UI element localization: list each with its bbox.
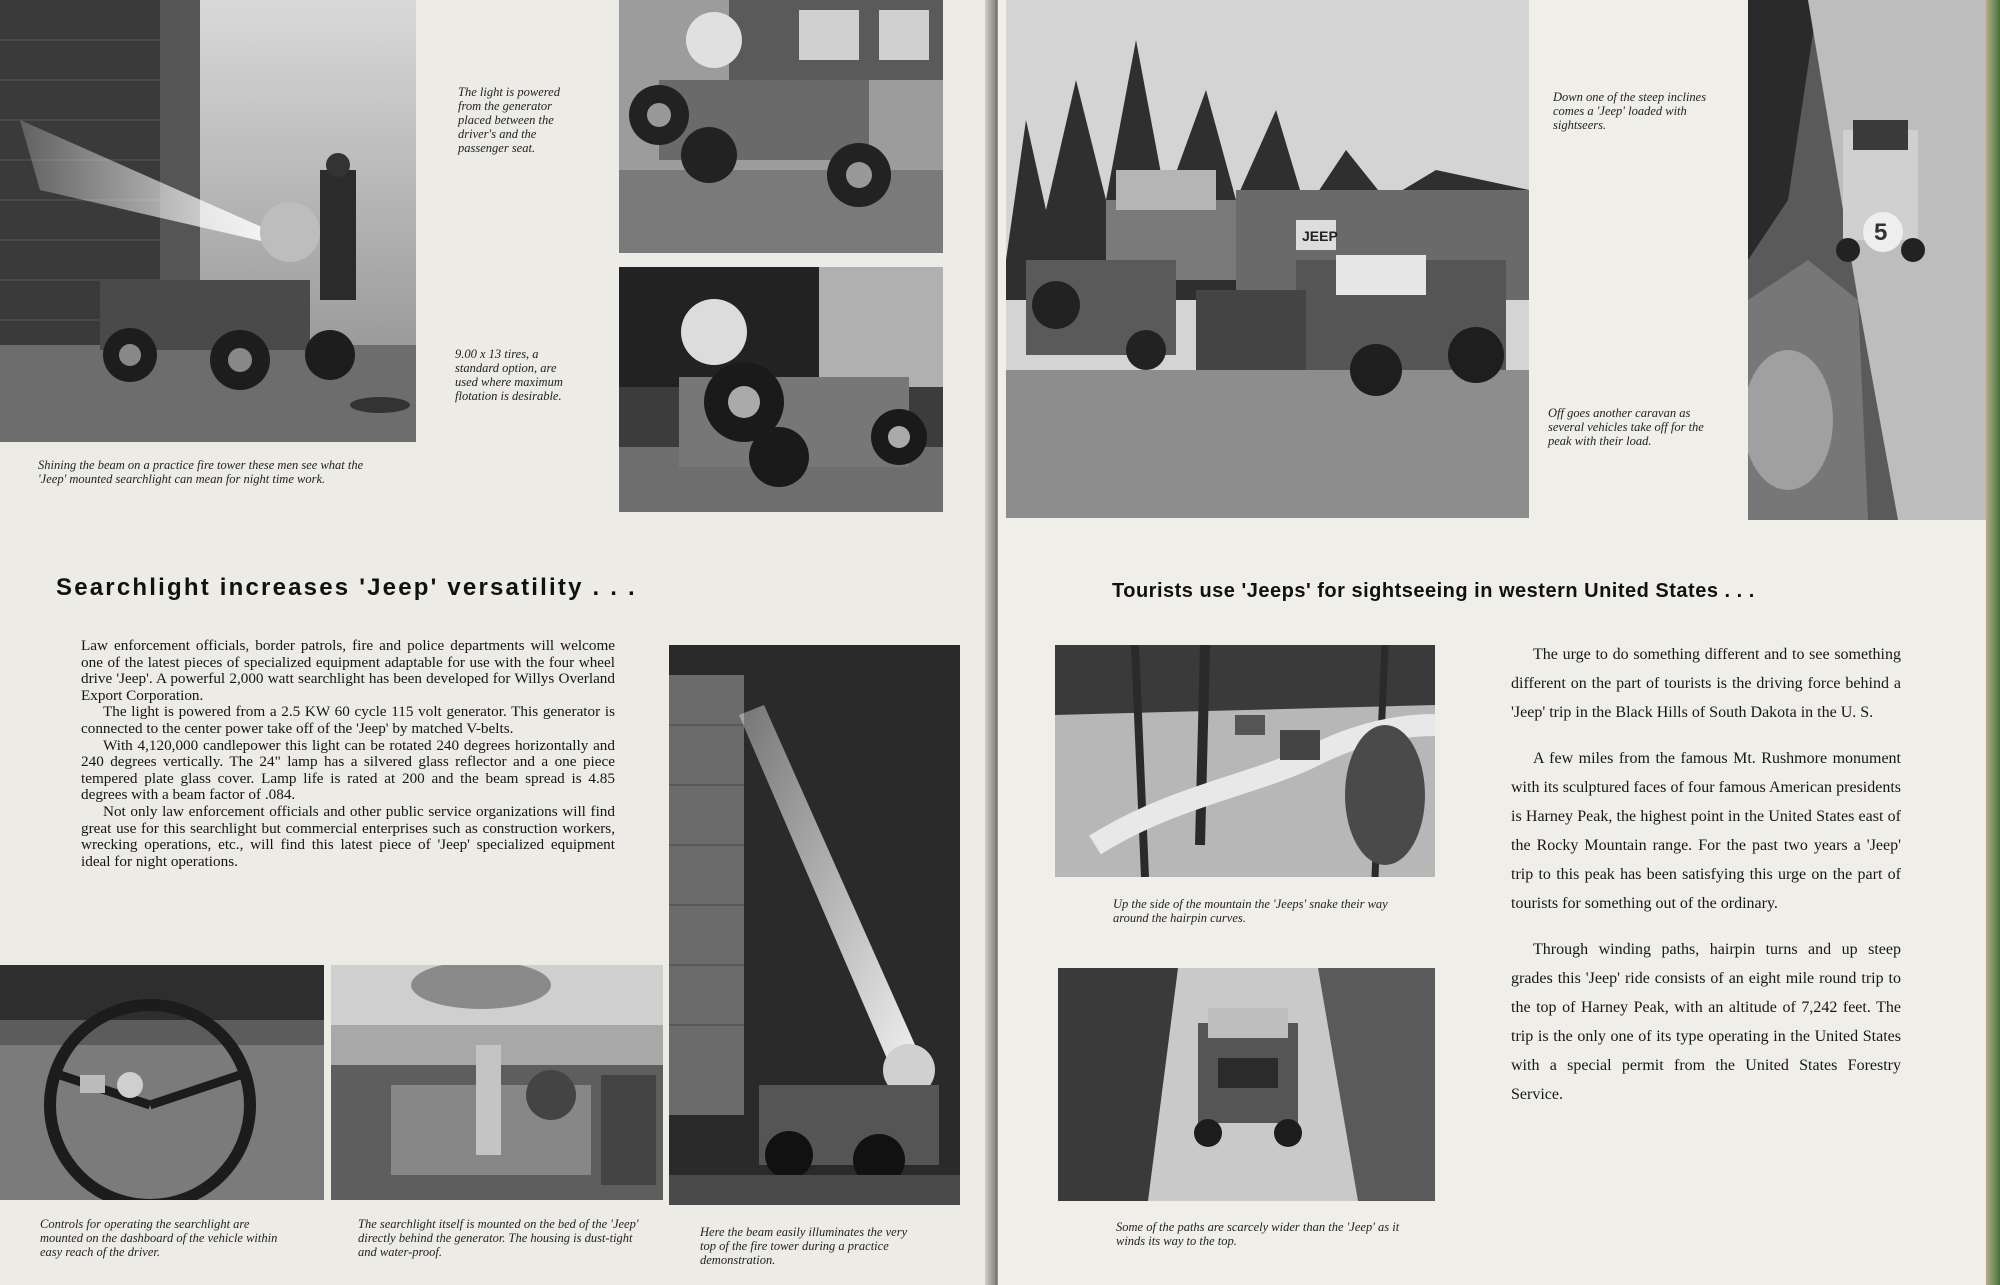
caption-incline: Down one of the steep inclines comes a 'Jeep' loaded with sightseers. — [1553, 90, 1707, 132]
right-paragraph: Through winding paths, hairpin turns and up steep grades this 'Jeep' ride consists of an eight mile round trip to the top of Harney Peak, with an altitude of 7,242 feet. The trip is the only one of its type operating in the United States with a special permit from the United States Forestry Service. — [1511, 941, 1901, 1103]
right-body-text — [1511, 640, 1901, 1126]
caption-fire-tower: Shining the beam on a practice fire tower these men see what the 'Jeep' mounted searchlight can mean for night time work. — [38, 458, 364, 486]
left-heading: Searchlight increases 'Jeep' versatility . . . — [56, 574, 637, 601]
left-body-text — [81, 638, 615, 870]
left-paragraph: The light is powered from a 2.5 KW 60 cycle 115 volt generator. This generator is connected to the center power take off of the 'Jeep' by matched V-belts. — [81, 703, 615, 737]
caption-paths: Some of the paths are scarcely wider than the 'Jeep' as it winds its way to the top. — [1116, 1220, 1400, 1248]
left-paragraph: With 4,120,000 candlepower this light can be rotated 240 degrees horizontally and 240 degrees vertically. The 24" lamp has a silvered glass reflector and a one piece tempered plate glass cover. Lamp life is rated at 200 and the beam spread is 4.85 degrees with a beam factor of .084. — [81, 736, 615, 804]
right-heading: Tourists use 'Jeeps' for sightseeing in western United States . . . — [1112, 580, 1755, 602]
left-paragraph: Law enforcement officials, border patrols, fire and police departments will welcome one of the latest pieces of specialized equipment adaptable for use with the four wheel drive 'Jeep'. A powerful 2,000 watt searchlight has been developed for Willys Overland Export Corporation. — [81, 637, 615, 704]
store-sign: JEEP — [1302, 228, 1338, 244]
photo-searchlight-mount — [331, 965, 663, 1200]
caption-beam: Here the beam easily illuminates the very top of the fire tower during a practice demonstration. — [700, 1225, 908, 1267]
right-page — [998, 0, 2000, 1285]
right-paragraph: The urge to do something different and to see something different on the part of tourists is the driving force behind a 'Jeep' trip in the Black Hills of South Dakota in the U. S. — [1511, 646, 1901, 721]
photo-mountain-hairpin — [1055, 645, 1435, 877]
caption-mounted: The searchlight itself is mounted on the bed of the 'Jeep' directly behind the generator. The housing is dust-tight and water-proof. — [358, 1217, 639, 1259]
caption-controls: Controls for operating the searchlight are mounted on the dashboard of the vehicle within easy reach of the driver. — [40, 1217, 278, 1259]
photo-steep-incline — [1748, 0, 1986, 520]
caption-tires: 9.00 x 13 tires, a standard option, are used where maximum flotation is desirable. — [455, 347, 563, 403]
vehicle-number: 5 — [1874, 219, 1888, 246]
caption-mountain: Up the side of the mountain the 'Jeeps' snake their way around the hairpin curves. — [1113, 897, 1388, 925]
photo-searchlight-fire-tower — [0, 0, 416, 442]
right-paragraph: A few miles from the famous Mt. Rushmore monument with its sculptured faces of four famous American presidents is Harney Peak, the highest point in the United States east of the Rocky Mountain range. For the past two years a 'Jeep' trip to this peak has been satisfying this urge on the part of tourists for something out of the ordinary. — [1511, 750, 1901, 912]
caption-caravan: Off goes another caravan as several vehicles take off for the peak with their load. — [1548, 406, 1704, 448]
page-edge — [1986, 0, 2000, 1285]
photo-beam-tower — [669, 645, 960, 1205]
photo-jeep-spare-tire — [619, 267, 943, 512]
photo-caravan-store — [1006, 0, 1529, 518]
left-page — [0, 0, 992, 1285]
caption-generator: The light is powered from the generator placed between the driver's and the passenger seat. — [458, 85, 560, 155]
photo-narrow-path — [1058, 968, 1435, 1201]
left-paragraph: Not only law enforcement officials and other public service organizations will find great use for this searchlight but commercial enterprises such as construction workers, wrecking operations, etc., will find this latest piece of 'Jeep' specialized equipment ideal for night operations. — [81, 802, 615, 870]
photo-dashboard-controls — [0, 965, 324, 1200]
photo-jeep-generator — [619, 0, 943, 253]
